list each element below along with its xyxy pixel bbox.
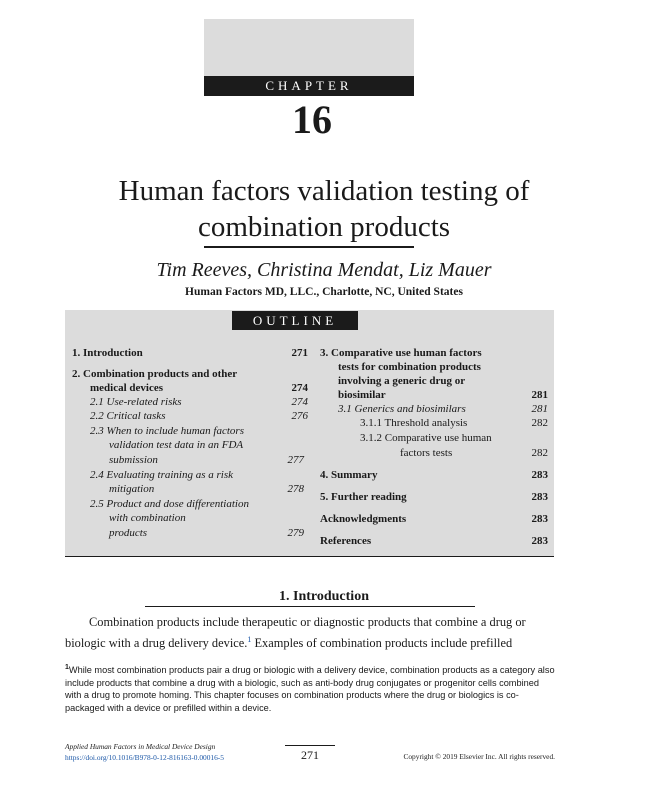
section-rule — [145, 606, 475, 607]
footnote-marker: 1 — [65, 664, 69, 671]
body-paragraph — [65, 614, 555, 652]
affiliation: Human Factors MD, LLC., Charlotte, NC, United States — [185, 286, 463, 298]
doi-link[interactable]: https://doi.org/10.1016/B978-0-12-816163-0.00016-5 — [65, 753, 224, 762]
footer-rule — [285, 745, 335, 746]
book-title: Applied Human Factors in Medical Device Design — [65, 742, 216, 751]
footer-source — [65, 741, 315, 763]
body-line: Combination products include therapeutic or diagnostic products that combine a drug or — [89, 615, 526, 629]
copyright: Copyright © 2019 Elsevier Inc. All rights reserved. — [403, 752, 555, 761]
body-line: biologic with a drug delivery device.$^1$ Examples of combination products include prefilled — [65, 635, 513, 651]
authors: Tim Reeves, Christina Mendat, Liz Mauer — [156, 259, 492, 281]
chapter-title-line2: combination products — [197, 211, 451, 243]
page-number: 271 — [301, 748, 319, 762]
outline-right-column: 3. Comparative use human factors tests for combination products involving a generic drug or biosimilar 281 3.1 Generics and biosimilars 281 3.1.1 Threshold analysis 282 3.1.2 Comparative use human factors tests 282 4. Summary 283 5. Further reading 283 Acknowledgments 283 References 283 — [320, 347, 548, 547]
chapter-title-line1: Human factors validation testing of — [118, 175, 530, 207]
footnote-ref[interactable]: 1 — [247, 635, 252, 644]
chapter-title — [40, 173, 608, 245]
outline-left-column: 1. Introduction 271 2. Combination products and other medical devices 274 2.1 Use-related risks 274 2.2 Critical tasks 276 2.3 When to include human factors validation test data in an FDA submission 277 2.4 Evaluating training as a risk mitigation 278 2.5 Product and dose differentiation with combination products 279 — [72, 347, 308, 539]
section-heading: 1. Introduction — [279, 589, 369, 604]
footnote: $^1$While most combination products pair a drug or biologic with a delivery device, combination products as a category also include products that combine a drug with a biologic, such as anti-body drug conjugates or progenitor cells combined with a drug to promote homing. This chapter focuses on combination products where the drug or biologics is co-packaged with a device or prefilled within a device. — [65, 664, 555, 713]
outline-label: OUTLINE — [232, 311, 358, 330]
chapter-label: CHAPTER — [204, 76, 414, 96]
title-rule — [204, 246, 414, 248]
chapter-box — [204, 19, 414, 79]
chapter-number: 16 — [292, 97, 332, 142]
